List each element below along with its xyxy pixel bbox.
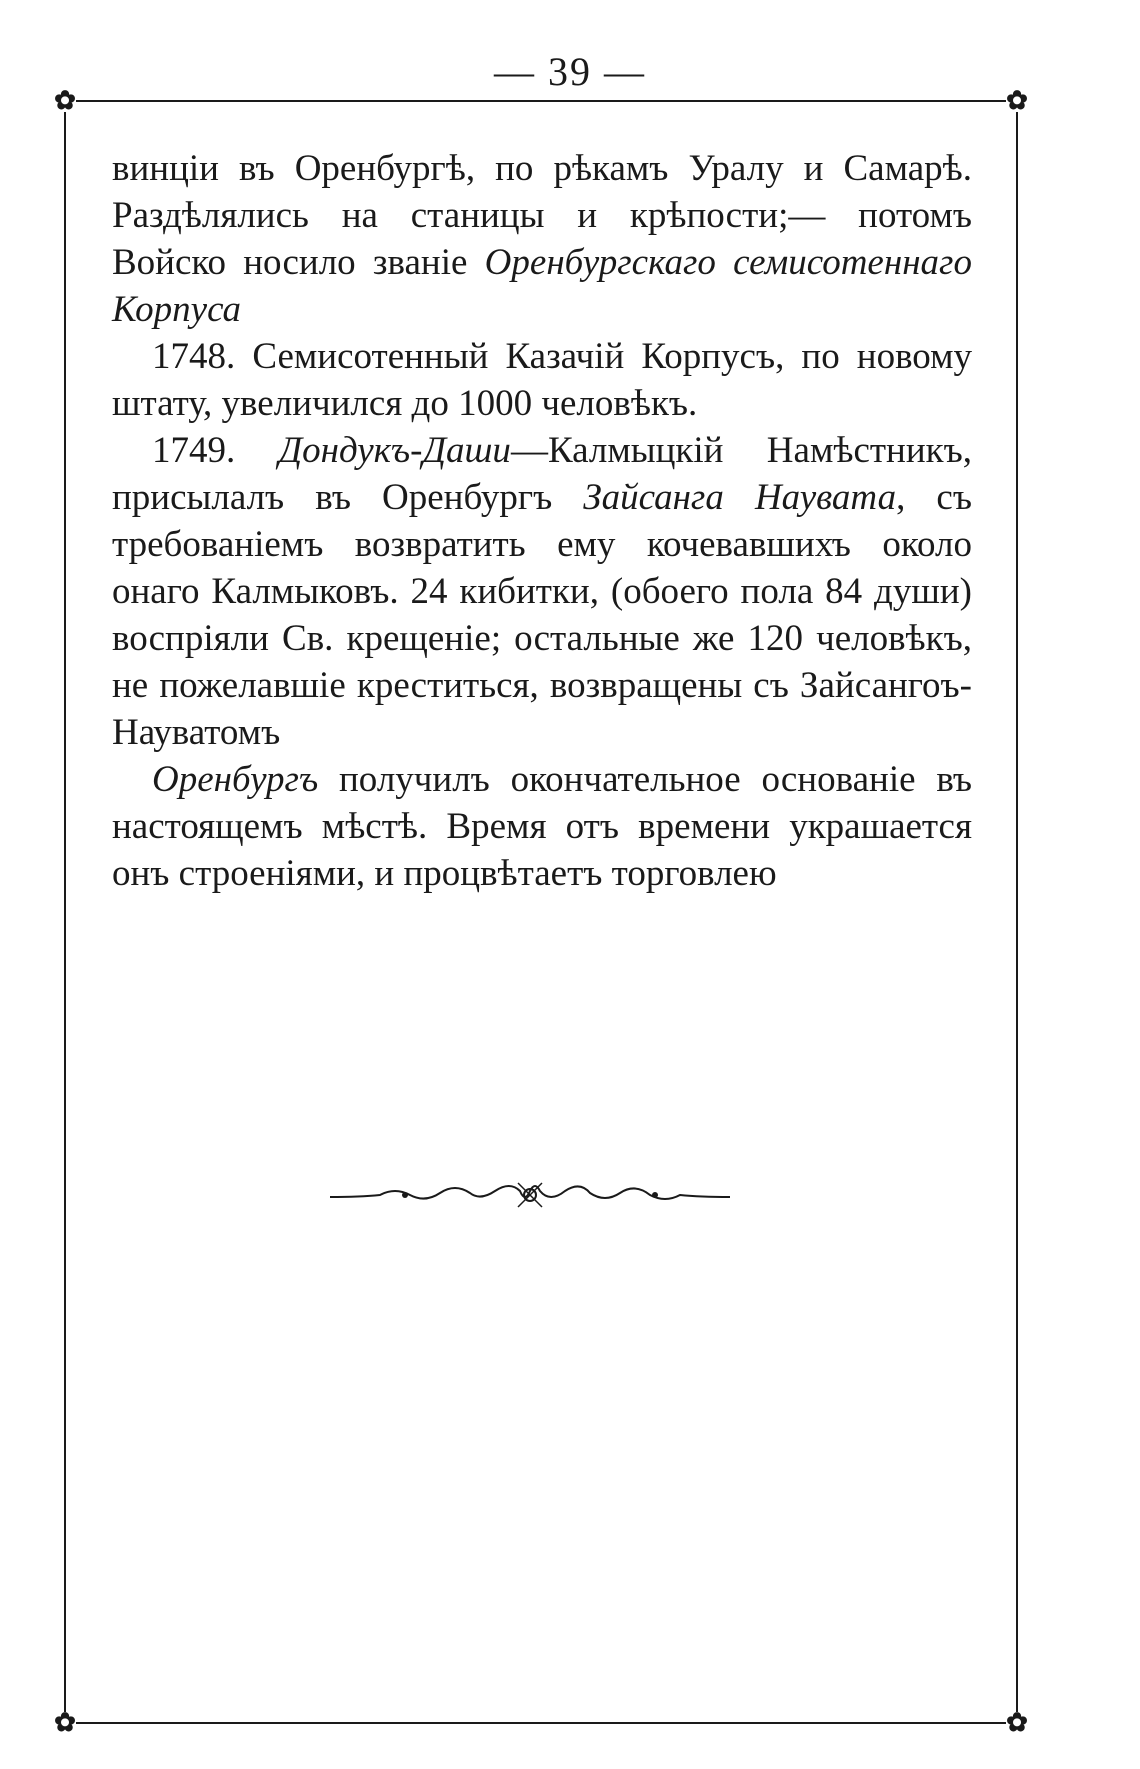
paragraph-orenburg [112,756,972,897]
paragraph-1749-text-2: , съ требованіемъ возвратить ему кочевавшихъ около онаго Калмыковъ. 24 кибитки, (обоего пола 84 души) воспріяли Св. крещеніе; остальные же 120 человѣкъ, не пожелавшіе креститься, возвращены съ Зайсангоъ-Науватомъ [112,477,972,753]
corner-ornament-bottom-left: ✿ [54,1708,76,1737]
paragraph-1748: 1748. Семисотенный Казачій Корпусъ, по новому штату, увеличился до 1000 человѣкъ. [112,336,972,424]
paragraph-orenburg-italic: Оренбургъ [152,759,319,800]
paragraph-1749 [112,427,972,756]
paragraph-1749-italic-name-2: Зайсанга Наувата [583,477,897,518]
corner-ornament-top-right: ✿ [1006,86,1028,115]
body-text [112,145,972,897]
paragraph-1749-italic-name-1: Дондукъ-Даши [278,430,511,471]
corner-ornament-top-left: ✿ [54,86,76,115]
paragraph-1-text: винціи въ Оренбургѣ, по рѣкамъ Уралу и Самарѣ. Раздѣлялись на станицы и крѣпости;— потомъ Войско носило званіе [112,148,972,283]
corner-ornament-bottom-right: ✿ [1006,1708,1028,1737]
paragraph-1749-year: 1749. [152,430,279,471]
page-number: — 39 — [494,49,646,94]
paragraph-1-italic: Оренбургскаго семисотеннаго Корпуса [112,242,972,330]
decorative-ornament [320,1175,740,1215]
paragraph-orenburg-text: получилъ окончательное основаніе въ настоящемъ мѣстѣ. Время отъ времени украшается онъ строеніями, и процвѣтаетъ торговлею [112,759,972,894]
paragraph-1 [112,145,972,333]
paragraph-1749-text-1: —Калмыцкій Намѣстникъ, присылалъ въ Оренбургъ [112,430,972,518]
